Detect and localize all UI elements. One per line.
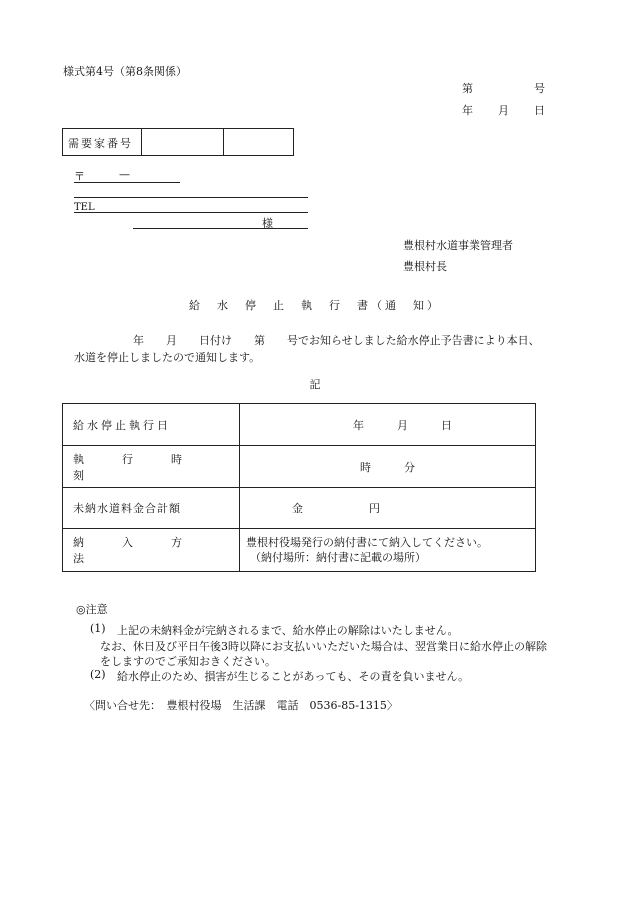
date-month: 月 bbox=[498, 104, 509, 117]
postal-dash: — bbox=[119, 168, 130, 181]
note2-mark: (2) bbox=[90, 668, 106, 681]
contact-info: 〈問い合せ先： 豊根村役場 生活課 電話 0536-85-1315〉 bbox=[84, 699, 398, 712]
note1-mark: (1) bbox=[90, 622, 106, 635]
payment-method-line1: 豊根村役場発行の納付書にて納入してください。 bbox=[246, 536, 488, 549]
page-title: 給 水 停 止 執 行 書（通 知） bbox=[189, 299, 441, 312]
payment-method-line2: （納付場所：納付書に記載の場所） bbox=[250, 551, 426, 564]
form-number: 様式第4号（第8条関係） bbox=[63, 65, 187, 78]
customer-number-divider-1 bbox=[141, 128, 142, 156]
table-row bbox=[63, 488, 536, 529]
doc-number-dai: 第 bbox=[462, 82, 473, 95]
table-row bbox=[63, 404, 536, 446]
row-value-execution-date: 年 月 日 bbox=[240, 404, 536, 446]
execution-table bbox=[62, 403, 536, 572]
tel-label: TEL bbox=[74, 202, 95, 213]
customer-number-divider-2 bbox=[223, 128, 224, 156]
note1-line2: なお、休日及び平日午後3時以降にお支払いいただいた場合は、翌営業日に給水停止の解除 bbox=[100, 640, 547, 653]
table-row bbox=[63, 529, 536, 572]
row-label-unpaid-total: 未納水道料金合計額 bbox=[73, 502, 181, 515]
body-line2: 水道を停止しましたので通知します。 bbox=[74, 351, 261, 364]
row-value-unpaid-total: 金 円 bbox=[240, 488, 536, 529]
name-line bbox=[133, 228, 308, 229]
doc-number-go: 号 bbox=[534, 82, 545, 95]
honorific: 様 bbox=[262, 217, 273, 230]
note1-line1: 上記の未納料金が完納されるまで、給水停止の解除はいたしません。 bbox=[117, 624, 459, 637]
customer-number-label: 需要家番号 bbox=[68, 137, 133, 150]
note2-line1: 給水停止のため、損害が生じることがあっても、その責を負いません。 bbox=[117, 670, 470, 683]
postal-mark: 〒 bbox=[74, 170, 85, 183]
sender-line1: 豊根村水道事業管理者 bbox=[403, 239, 513, 252]
table-row bbox=[63, 446, 536, 488]
notes-heading: ◎注意 bbox=[76, 603, 108, 616]
row-label-payment-method: 納入方法 bbox=[73, 536, 220, 565]
date-year: 年 bbox=[462, 104, 473, 117]
body-line1: 年 月 日付け 第 号でお知らせしました給水停止予告書により本日、 bbox=[133, 334, 540, 347]
sender-line2: 豊根村長 bbox=[403, 260, 447, 273]
date-day: 日 bbox=[534, 104, 545, 117]
tel-line bbox=[74, 212, 308, 213]
address-line bbox=[74, 197, 308, 198]
row-value-execution-time: 時 分 bbox=[240, 446, 536, 488]
note1-line3: をしますのでご承知おきください。 bbox=[100, 655, 276, 668]
ki-label: 記 bbox=[309, 378, 321, 391]
postal-underline bbox=[74, 182, 180, 183]
row-label-execution-date: 給水停止執行日 bbox=[73, 418, 171, 432]
row-label-execution-time: 執行時刻 bbox=[73, 452, 220, 482]
